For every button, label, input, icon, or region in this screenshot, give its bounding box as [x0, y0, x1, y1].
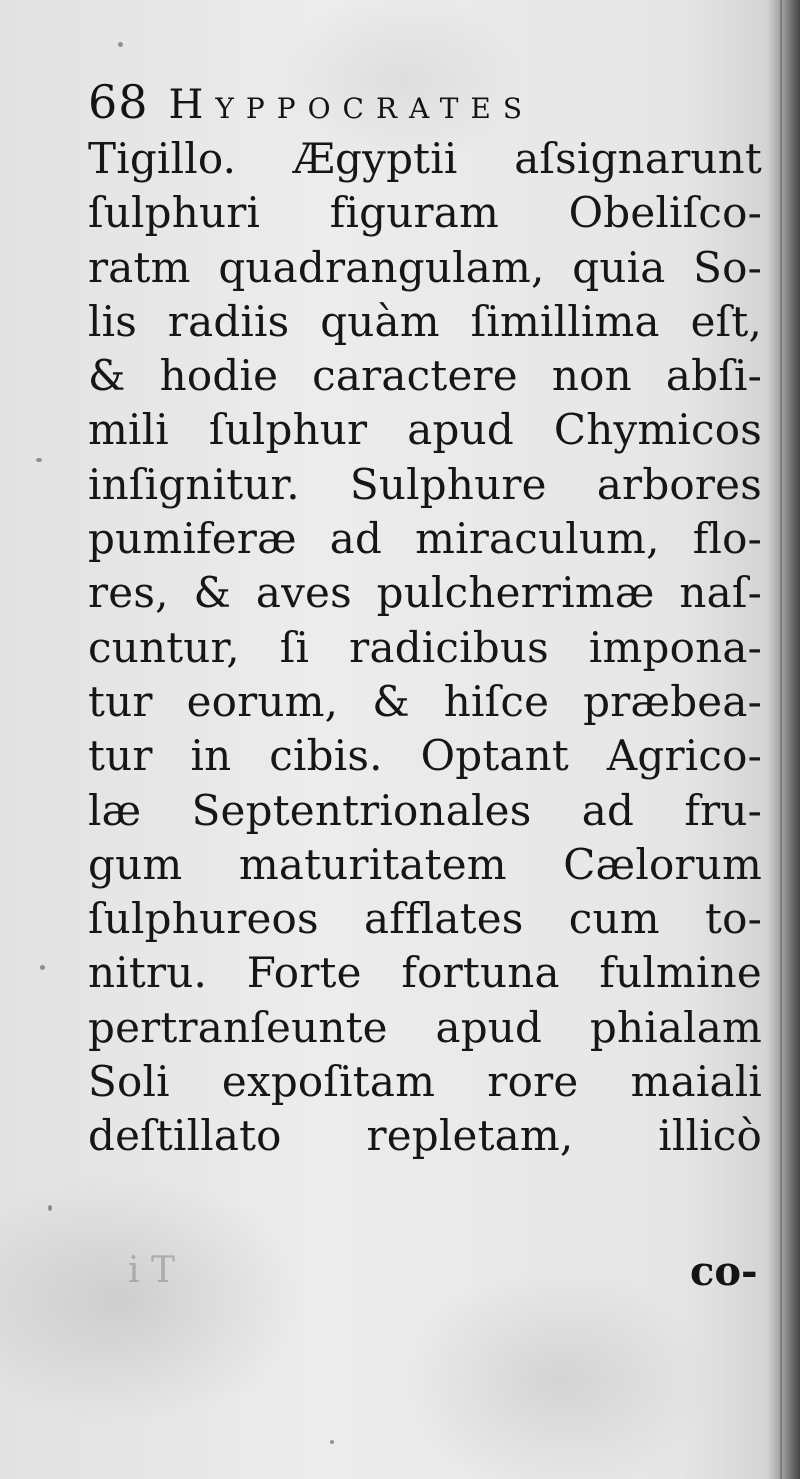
text-line: lis radiis quàm ſimillima eſt,: [88, 296, 762, 346]
body-text: [88, 132, 762, 1164]
text-line: Tigillo. Ægyptii aſsignarunt: [88, 134, 762, 183]
gutter-shadow: [766, 0, 800, 1479]
paper-speck: [36, 458, 42, 462]
catchword: co-: [690, 1248, 758, 1295]
paper-speck: [330, 1440, 334, 1444]
running-title: Hyppocrates: [168, 82, 535, 128]
text-line: mili ſulphur apud Chymicos: [88, 405, 762, 455]
text-line: ſulphuri figuram Obeliſco-: [88, 188, 762, 238]
paper-speck: [118, 42, 123, 47]
text-line: pertranſeunte apud phialam: [88, 1002, 762, 1052]
text-line: tur eorum, & hiſce præbea-: [88, 676, 762, 726]
text-line: cuntur, ſi radicibus impona-: [88, 622, 762, 672]
paper-speck: [40, 965, 45, 970]
text-line: inſignitur. Sulphure arbores: [88, 459, 762, 509]
text-line: tur in cibis. Optant Agrico-: [88, 731, 762, 781]
text-line: pumiferæ ad miraculum, flo-: [88, 514, 762, 564]
text-line: & hodie caractere non abſi-: [88, 351, 762, 401]
text-line: ratm quadrangulam, quia So-: [88, 242, 762, 292]
paper-speck: [48, 1205, 52, 1211]
running-head: [88, 72, 534, 132]
faint-show-through-mark: i T: [128, 1250, 175, 1291]
text-line: Soli expoſitam rore maiali: [88, 1057, 762, 1107]
page-number: 68: [88, 75, 149, 129]
text-line: gum maturitatem Cælorum: [88, 839, 762, 889]
text-line: deſtillato repletam, illicò: [88, 1111, 762, 1161]
text-line: nitru. Forte fortuna fulmine: [88, 948, 762, 998]
text-line: ſulphureos afflates cum to-: [88, 894, 762, 944]
text-line: res, & aves pulcherrimæ naſ-: [88, 568, 762, 618]
text-line: læ Septentrionales ad fru-: [88, 785, 762, 835]
page-edge: [780, 0, 782, 1479]
